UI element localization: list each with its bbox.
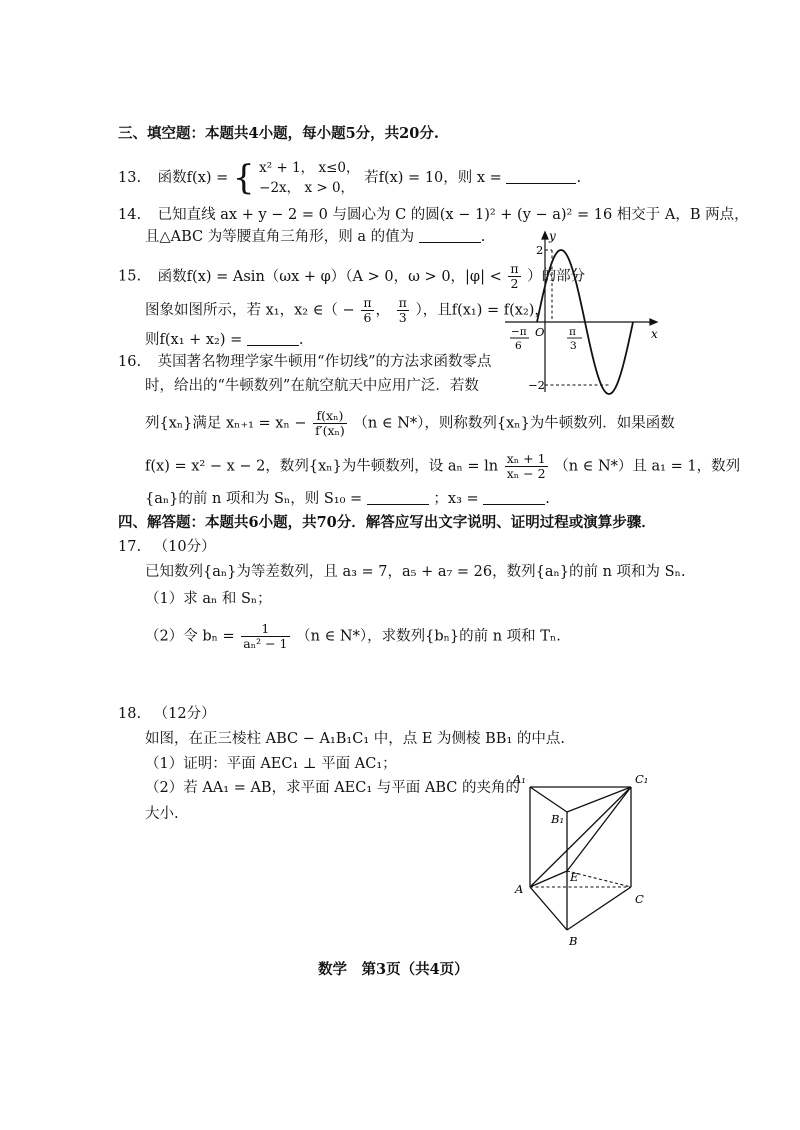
q16-ln-num: xₙ + 1 — [506, 451, 546, 466]
question-14-line-1 — [118, 205, 749, 225]
graph-neg-tick-num: −π — [511, 326, 527, 338]
page-footer: 数学 第3页（共4页） — [318, 961, 469, 978]
label-a: A — [515, 882, 524, 896]
q16-line-3-text-b: （n ∈ N*），则称数列{xₙ}为牛顿数列．如果函数 — [353, 415, 675, 432]
q15-frac-pi-6 — [361, 296, 373, 325]
q18-number: 18. — [118, 706, 142, 722]
q14-number: 14. — [118, 207, 142, 223]
q13-end: . — [576, 170, 582, 186]
q17-part-2-text-b: （n ∈ N*），求数列{bₙ}的前 n 项和 Tₙ. — [296, 628, 561, 645]
q13-answer-blank[interactable] — [506, 168, 576, 184]
q16-newton-fraction — [313, 409, 347, 438]
q16-s10-answer-blank[interactable] — [367, 489, 429, 505]
question-17-part-2 — [145, 622, 561, 651]
q18-part-2-line-2-text: 大小. — [145, 806, 179, 822]
graph-neg-tick-den: 6 — [515, 340, 522, 352]
q17-number: 17. — [118, 539, 142, 555]
label-a1: A₁ — [513, 772, 526, 786]
q15-number: 15. — [118, 268, 142, 285]
question-18-part-1 — [145, 754, 397, 774]
q15-frac-a-den: 6 — [363, 310, 372, 325]
q17-score: （10分） — [153, 539, 216, 555]
question-16-line-5 — [145, 489, 550, 509]
q16-line-1-text: 英国著名物理学家牛顿用“作切线”的方法求函数零点 — [157, 354, 492, 370]
question-18-header — [118, 704, 216, 724]
q17-part-2-text-a: （2）令 bₙ = — [145, 628, 235, 645]
question-17-part-1 — [145, 589, 272, 609]
x-axis-arrow-icon — [650, 319, 657, 325]
q14-line-2-text: 且△ABC 为等腰直角三角形，则 a 的值为 — [145, 229, 415, 245]
q16-line-2-text: 时，给出的“牛顿数列”在航空航天中应用广泛．若数 — [145, 378, 479, 394]
q15-frac-pi-3 — [397, 296, 409, 325]
question-15-line-3 — [145, 330, 304, 350]
question-18-line-1 — [145, 729, 565, 749]
q16-frac-num: f(xₙ) — [313, 409, 347, 424]
graph-origin-label: O — [535, 325, 545, 339]
question-17-header — [118, 537, 216, 557]
edge-a-b — [530, 887, 567, 930]
q15-line-3-text: 则f(x₁ + x₂) = — [145, 332, 243, 348]
q13-case-1: x² + 1， x≤0， — [259, 160, 360, 176]
q17-line-1-text: 已知数列{aₙ}为等差数列，且 a₃ = 7，a₅ + a₇ = 26，数列{aₙ}的前 n 项和为 Sₙ. — [145, 564, 686, 580]
q18-line-1-text: 如图，在正三棱柱 ABC − A₁B₁C₁ 中，点 E 为侧棱 BB₁ 的中点. — [145, 731, 565, 747]
question-17-line-1 — [145, 562, 685, 582]
q15-end: . — [298, 332, 304, 348]
edge-a-c1 — [530, 787, 631, 887]
q15-line-1-text-b: ）的部分 — [527, 268, 586, 285]
graph-min-label: −2 — [528, 378, 545, 392]
graph-pos-tick-den: 3 — [570, 340, 577, 352]
q13-case-2: −2x， x > 0， — [259, 180, 355, 196]
q15-line-2-text-b: ），且f(x₁) = f(x₂)， — [415, 302, 549, 319]
label-b: B — [569, 934, 578, 948]
q16-line-5-text-b: ；x₃ = — [433, 491, 479, 507]
q17-b-num: 1 — [241, 622, 289, 637]
question-16-line-1 — [118, 352, 492, 372]
q15-pi-num: π — [510, 261, 519, 276]
graph-pos-tick-num: π — [569, 326, 576, 338]
label-b1: B₁ — [551, 812, 565, 826]
q15-line-1-text-a: 函数f(x) = Asin（ωx + φ）（A > 0，ω > 0，|φ| < — [157, 268, 502, 285]
label-c: C — [635, 892, 644, 906]
q16-line-3-text-a: 列{xₙ}满足 xₙ₊₁ = xₙ − — [145, 415, 307, 432]
edge-a1-b1 — [530, 787, 567, 812]
label-e: E — [570, 870, 579, 884]
q16-end: . — [545, 491, 550, 507]
q14-answer-blank[interactable] — [419, 227, 481, 243]
q14-end: . — [480, 229, 486, 245]
q15-frac-b-den: 3 — [398, 310, 407, 325]
q15-pi-den: 2 — [510, 276, 519, 291]
prism-figure — [505, 765, 665, 950]
question-16-line-4 — [145, 452, 740, 481]
question-14-line-2 — [145, 227, 485, 247]
q13-text-a: 函数f(x) = — [157, 170, 229, 186]
q15-answer-blank[interactable] — [247, 330, 299, 346]
sine-graph — [505, 228, 665, 396]
question-18-part-2-line-2 — [145, 804, 179, 824]
section-3-heading: 三、填空题：本题共4小题，每小题5分，共20分. — [118, 125, 439, 142]
graph-x-label: x — [651, 327, 658, 341]
q17-b-den: aₙ² − 1 — [243, 636, 288, 651]
q17-part-1-text: （1）求 aₙ 和 Sₙ； — [145, 591, 272, 607]
q18-score: （12分） — [153, 706, 216, 722]
q13-piecewise — [259, 158, 359, 198]
question-18-part-2-line-1 — [145, 778, 520, 798]
q16-frac-den: f′(xₙ) — [315, 423, 345, 438]
q16-number: 16. — [118, 354, 142, 370]
graph-y-label: y — [549, 229, 556, 243]
section-4-heading: 四、解答题：本题共6小题，共70分．解答应写出文字说明、证明过程或演算步骤． — [118, 514, 656, 531]
q13-text-b: 若f(x) = 10，则 x = — [364, 170, 502, 186]
q15-frac-a-num: π — [363, 295, 372, 310]
q17-b-fraction — [241, 622, 289, 651]
q15-line-2-mid: ， — [375, 302, 391, 319]
q16-ln-den: xₙ − 2 — [506, 466, 546, 481]
q14-line-1-text: 已知直线 ax + y − 2 = 0 与圆心为 C 的圆(x − 1)² + (y − a)² = 16 相交于 A，B 两点， — [157, 207, 749, 223]
q15-frac-b-num: π — [398, 295, 407, 310]
q15-line-2-text-a: 图象如图所示，若 x₁，x₂ ∈（ − — [145, 302, 355, 319]
q18-part-1-text: （1）证明：平面 AEC₁ ⊥ 平面 AC₁； — [145, 756, 397, 772]
y-axis-arrow-icon — [542, 232, 548, 239]
question-15-line-2 — [145, 296, 549, 325]
edge-a-e — [530, 871, 567, 887]
edge-b-c — [567, 887, 631, 930]
q16-line-5-text-a: {aₙ}的前 n 项和为 Sₙ，则 S₁₀ = — [145, 491, 363, 507]
label-c1: C₁ — [635, 772, 649, 786]
question-13 — [118, 158, 581, 198]
q18-part-2-line-1-text: （2）若 AA₁ = AB，求平面 AEC₁ 与平面 ABC 的夹角的 — [145, 780, 520, 796]
q13-number: 13. — [118, 170, 142, 186]
brace-icon: { — [232, 158, 255, 198]
question-16-line-3 — [145, 409, 675, 438]
q16-line-4-text-a: f(x) = x² − x − 2，数列{xₙ}为牛顿数列，设 aₙ = ln — [145, 458, 499, 475]
q16-ln-fraction — [505, 452, 548, 481]
question-16-line-2 — [145, 376, 479, 396]
q16-x3-answer-blank[interactable] — [483, 489, 545, 505]
graph-max-label: 2 — [536, 243, 544, 257]
q16-line-4-text-b: （n ∈ N*）且 a₁ = 1，数列 — [554, 458, 741, 475]
